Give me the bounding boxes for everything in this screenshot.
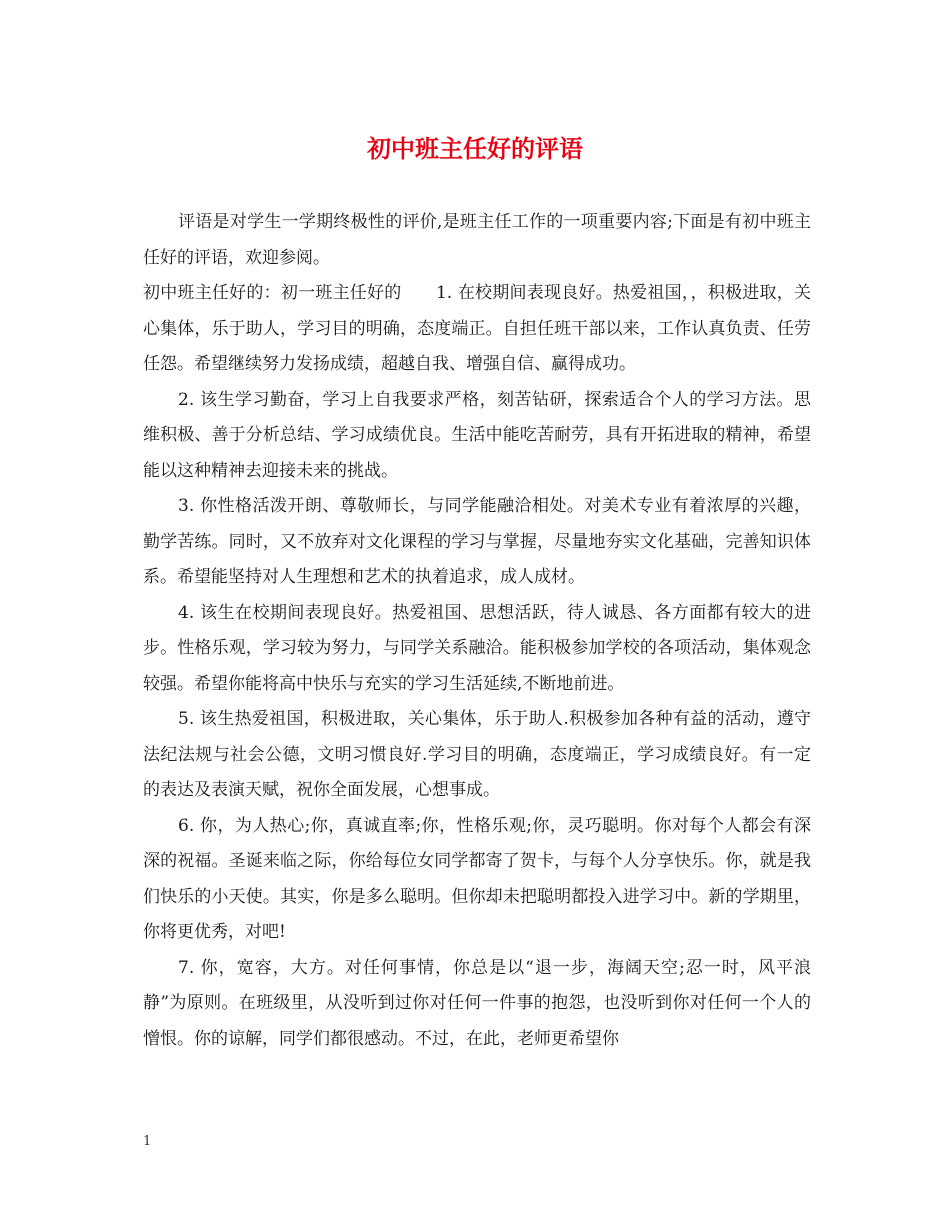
comment-paragraph-4: 4. 该生在校期间表现良好。热爱祖国、思想活跃，待人诚恳、各方面都有较大的进步。性格乐观，学习较为努力，与同学关系融洽。能积极参加学校的各项活动，集体观念较强。希望你能将高中快乐与充实的学习生活延续,不断地前进。 xyxy=(143,602,811,694)
intro-paragraph: 评语是对学生一学期终极性的评价,是班主任工作的一项重要内容;下面是有初中班主任好的评语，欢迎参阅。 xyxy=(143,212,811,268)
document-title: 初中班主任好的评语 xyxy=(367,134,583,163)
comment-paragraph-3: 3. 你性格活泼开朗、尊敬师长，与同学能融洽相处。对美术专业有着浓厚的兴趣，勤学苦练。同时，又不放弃对文化课程的学习与掌握，尽量地夯实文化基础，完善知识体系。希望能坚持对人生理想和艺术的执着追求，成人成材。 xyxy=(143,496,811,587)
page-number: 1 xyxy=(143,1134,152,1149)
comment-paragraph-5: 5. 该生热爱祖国，积极进取，关心集体，乐于助人.积极参加各种有益的活动，遵守法纪法规与社会公德，文明习惯良好.学习目的明确，态度端正，学习成绩良好。有一定的表达及表演天赋，祝你全面发展，心想事成。 xyxy=(143,709,811,800)
comment-paragraph-7: 7. 你，宽容，大方。对任何事情，你总是以“退一步，海阔天空;忍一时，风平浪静”为原则。在班级里，从没听到过你对任何一件事的抱怨，也没听到你对任何一个人的憎恨。你的谅解，同学们都很感动。不过，在此，老师更希望你 xyxy=(143,957,811,1049)
comment-paragraph-1: 初中班主任好的：初一班主任好的 1. 在校期间表现良好。热爱祖国，，积极进取，关心集体，乐于助人，学习目的明确，态度端正。自担任班干部以来，工作认真负责、任劳任怨。希望继续努力发扬成绩，超越自我、增强自信、赢得成功。 xyxy=(143,283,811,374)
document-body xyxy=(143,205,811,1057)
comment-paragraph-2: 2. 该生学习勤奋，学习上自我要求严格，刻苦钻研，探索适合个人的学习方法。思维积极、善于分析总结、学习成绩优良。生活中能吃苦耐劳，具有开拓进取的精神，希望能以这种精神去迎接未来的挑战。 xyxy=(143,389,811,481)
comment-paragraph-6: 6. 你，为人热心;你，真诚直率;你，性格乐观;你，灵巧聪明。你对每个人都会有深深的祝福。圣诞来临之际，你给每位女同学都寄了贺卡，与每个人分享快乐。你，就是我们快乐的小天使。其实，你是多么聪明。但你却未把聪明都投入进学习中。新的学期里，你将更优秀，对吧! xyxy=(143,815,811,942)
